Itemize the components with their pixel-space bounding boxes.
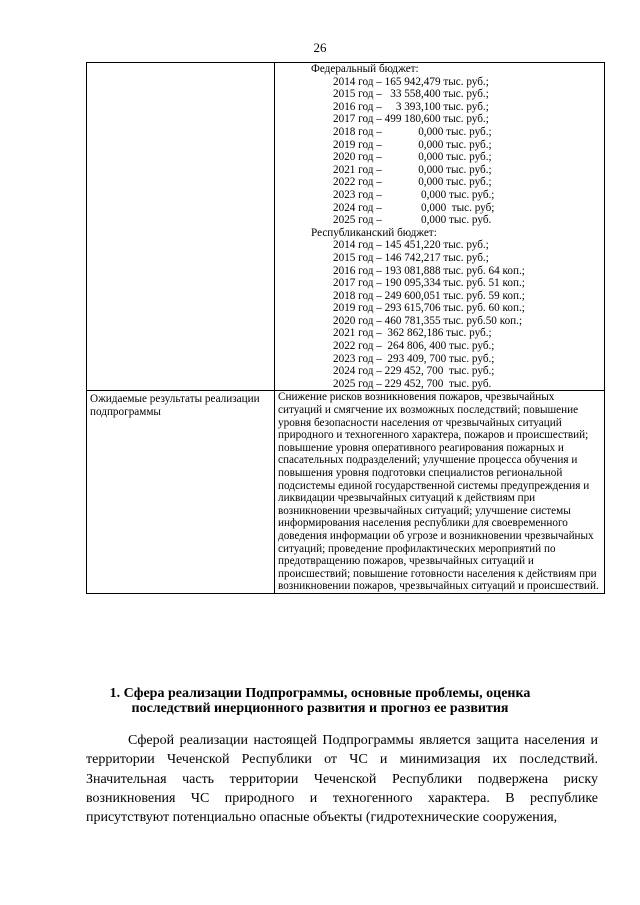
- passport-table: [86, 62, 605, 594]
- federal-budget-line: 2025 год – 0,000 тыс. руб.: [333, 214, 492, 227]
- republic-budget-line: 2019 год – 293 615,706 тыс. руб. 60 коп.;: [333, 302, 525, 315]
- federal-budget-title: Федеральный бюджет:: [311, 63, 419, 75]
- republic-budget-line: 2016 год – 193 081,888 тыс. руб. 64 коп.;: [333, 264, 525, 277]
- federal-budget-line: 2018 год – 0,000 тыс. руб.;: [333, 125, 492, 138]
- federal-budget-line: 2014 год – 165 942,479 тыс. руб.;: [333, 75, 489, 88]
- republic-budget-line: 2024 год – 229 452, 700 тыс. руб.;: [333, 365, 495, 378]
- republic-budget-line: 2022 год – 264 806, 400 тыс. руб.;: [333, 340, 495, 353]
- federal-budget-line: 2016 год – 3 393,100 тыс. руб.;: [333, 100, 489, 113]
- federal-budget-line: 2021 год – 0,000 тыс. руб.;: [333, 163, 492, 176]
- republic-budget-lines: [278, 239, 601, 390]
- federal-budget-line: 2023 год – 0,000 тыс. руб.;: [333, 188, 495, 201]
- republic-budget-line: 2020 год – 460 781,355 тыс. руб.50 коп.;: [333, 314, 523, 327]
- republic-budget-line: 2017 год – 190 095,334 тыс. руб. 51 коп.;: [333, 277, 525, 290]
- republic-budget-line: 2021 год – 362 862,186 тыс. руб.;: [333, 327, 492, 340]
- republic-budget-line: 2018 год – 249 600,051 тыс. руб. 59 коп.;: [333, 289, 525, 302]
- republic-budget-title: Республиканский бюджет:: [311, 226, 437, 239]
- results-text: Снижение рисков возникновения пожаров, чрезвычайных ситуаций и смягчение их возможных последствий; повышение уровня безопасности населения от чрезвычайных ситуаций природного и техногенного характера, пожаров и происшествий; повышение уровня оперативного реагирования пожарных и спасательных подразделений; улучшение процесса обучения и повышения уровня подготовки специалистов региональной подсистемы единой государственной системы предупреждения и ликвидации чрезвычайных ситуаций к действиям при возникновении чрезвычайных ситуаций; улучшение системы информирования населения республики для своевременного доведения информации об угрозе и возникновении чрезвычайных ситуаций; проведение профилактических мероприятий по предотвращению пожаров, чрезвычайных ситуаций и происшествий; повышение готовности населения к действиям при возникновении пожаров, чрезвычайных ситуаций и происшествий.: [275, 391, 605, 594]
- body-paragraph: Сферой реализации настоящей Подпрограммы является защита населения и территории Чеченской Республики от ЧС и минимизация их последствий. Значительная часть территории Чеченской Республики подвержена риску возникновения ЧС природного и техногенного характера. В республике присутствуют потенциально опасные объекты (гидротехнические сооружения,: [86, 733, 598, 826]
- budget-row: [87, 63, 605, 391]
- budget-cell: [275, 63, 605, 391]
- republic-budget-line: 2015 год – 146 742,217 тыс. руб.;: [333, 251, 489, 264]
- federal-budget-line: 2015 год – 33 558,400 тыс. руб.;: [333, 88, 489, 101]
- page-number: 26: [313, 40, 327, 55]
- results-label: Ожидаемые результаты реализации подпрограммы: [87, 391, 275, 594]
- republic-budget-line: 2023 год – 293 409, 700 тыс. руб.;: [333, 352, 495, 365]
- results-row: [87, 391, 605, 594]
- federal-budget-line: 2020 год – 0,000 тыс. руб.;: [333, 151, 492, 164]
- republic-budget-line: 2014 год – 145 451,220 тыс. руб.;: [333, 239, 489, 252]
- federal-budget-line: 2024 год – 0,000 тыс. руб;: [333, 201, 495, 214]
- federal-budget-line: 2022 год – 0,000 тыс. руб.;: [333, 176, 492, 189]
- federal-budget-lines: [278, 76, 601, 227]
- federal-budget-line: 2019 год – 0,000 тыс. руб.;: [333, 138, 492, 151]
- budget-label-cell: [87, 63, 275, 391]
- section-heading: 1. Сфера реализации Подпрограммы, основные проблемы, оценка последствий инерционного развития и прогноз ее развития: [109, 686, 531, 716]
- federal-budget-line: 2017 год – 499 180,600 тыс. руб.;: [333, 113, 489, 126]
- republic-budget-line: 2025 год – 229 452, 700 тыс. руб.: [333, 377, 492, 390]
